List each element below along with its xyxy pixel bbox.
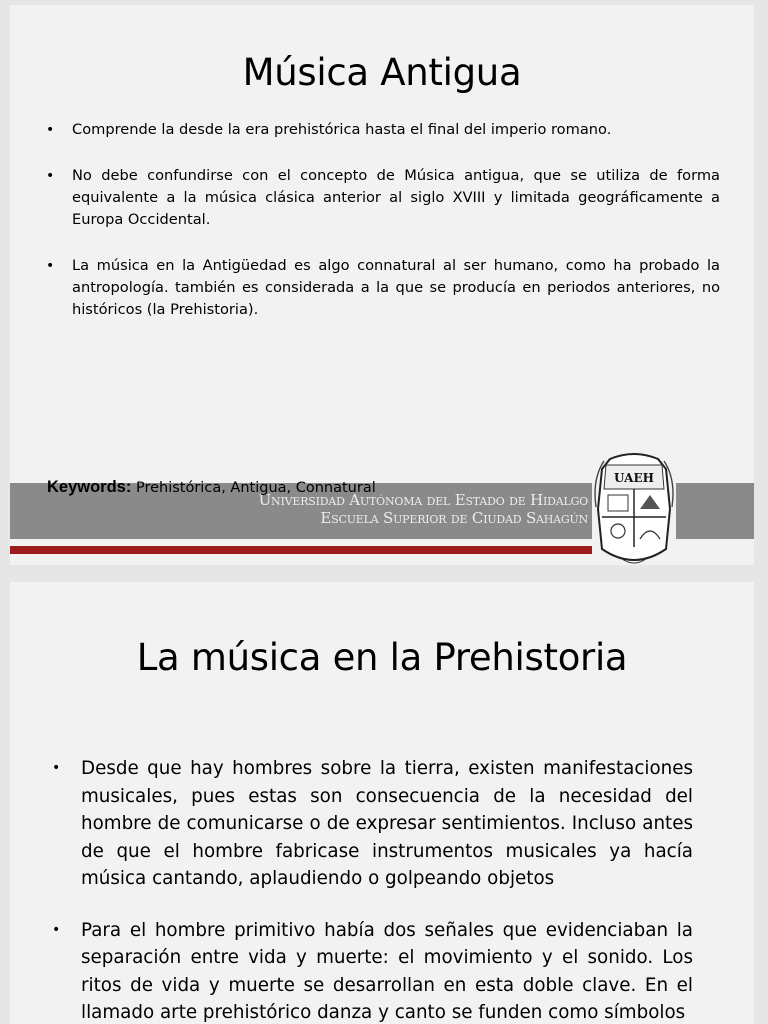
bullet-item (52, 755, 693, 893)
bullet-icon: • (52, 921, 61, 938)
school-line: Escuela Superior de Ciudad Sahagún (320, 509, 588, 527)
bullet-icon: • (46, 168, 55, 184)
bullet-list (52, 755, 693, 1024)
footer-accent-line (10, 546, 602, 554)
bullet-list (46, 119, 720, 345)
slide-title: Música Antigua (242, 51, 522, 94)
bullet-text: No debe confundirse con el concepto de Música antigua, que se utiliza de forma equivalente a la música clásica anterior al siglo XVIII y limitada geográficamente a Europa Occidental. (72, 167, 720, 228)
university-crest-icon (592, 449, 676, 565)
slide-1 (10, 5, 754, 565)
bullet-item (46, 119, 720, 141)
crest-text: UAEH (614, 471, 654, 485)
keywords-value: Prehistórica, Antigua, Connatural (131, 480, 376, 496)
keywords-label: Keywords: (47, 478, 132, 496)
bullet-text: La música en la Antigüedad es algo connatural al ser humano, como ha probado la antropología. también es considerada a la que se producía en periodos anteriores, no históricos (la Prehistoria). (72, 257, 720, 318)
university-line: Universidad Autónoma del Estado de Hidalgo (258, 491, 588, 509)
bullet-icon: • (46, 258, 55, 274)
bullet-text: Desde que hay hombres sobre la tierra, existen manifestaciones musicales, pues estas son consecuencia de la necesidad del hombre de comunicarse o de expresar sentimientos. Incluso antes de que el hombre fabricase instrumentos musicales ya hacía música cantando, aplaudiendo o golpeando objetos (81, 758, 693, 889)
slide-2 (10, 582, 754, 1024)
bullet-icon: • (52, 760, 61, 776)
bullet-item (52, 917, 693, 1024)
bullet-text: Para el hombre primitivo había dos señales que evidenciaban la separación entre vida y muerte: el movimiento y el sonido. Los ritos de vida y muerte se desarrollan en esta doble clave. En el llamado arte prehistórico danza y canto se funden como símbolos (81, 919, 693, 1023)
keywords (47, 478, 376, 497)
slide-title: La música en la Prehistoria (136, 636, 628, 679)
bullet-item (46, 255, 720, 321)
bullet-text: Comprende la desde la era prehistórica hasta el final del imperio romano. (72, 121, 612, 138)
bullet-icon: • (46, 122, 55, 138)
bullet-item (46, 165, 720, 231)
